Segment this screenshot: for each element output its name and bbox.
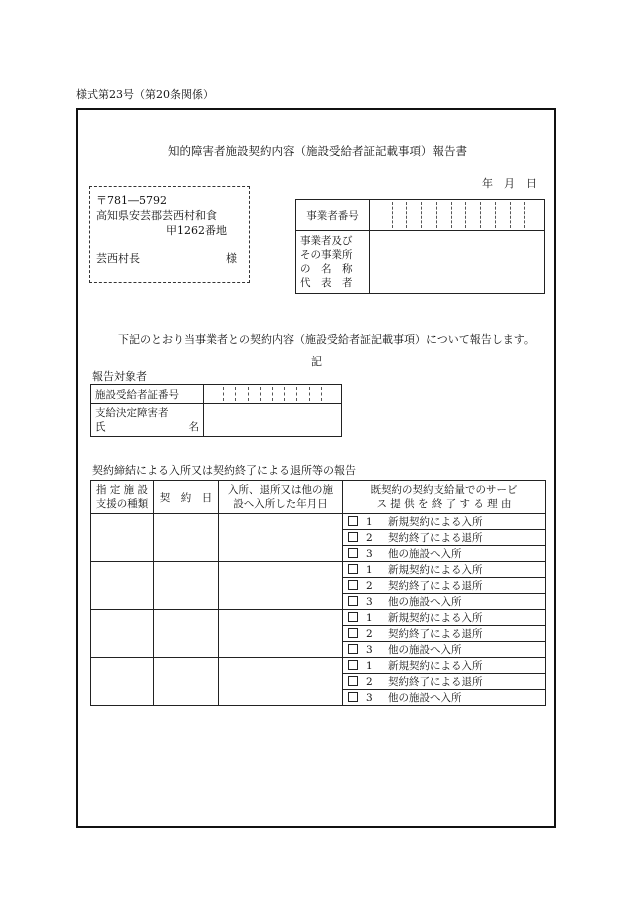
header-entry-date bbox=[219, 481, 343, 514]
contract-date-field[interactable] bbox=[154, 658, 219, 706]
reason-option bbox=[343, 610, 546, 626]
reason-text: 新規契約による入所 bbox=[388, 516, 483, 528]
contract-date-field[interactable] bbox=[154, 514, 219, 562]
header-support-type bbox=[91, 481, 154, 514]
person-label-2a: 氏 bbox=[95, 421, 106, 433]
business-name-label-1: 事業者及び bbox=[300, 235, 353, 247]
reason-text: 他の施設へ入所 bbox=[388, 548, 462, 560]
reason-text: 他の施設へ入所 bbox=[388, 644, 462, 656]
reason-text: 他の施設へ入所 bbox=[388, 692, 462, 704]
header-end-reason bbox=[343, 481, 546, 514]
business-number-label: 事業者番号 bbox=[296, 200, 370, 231]
reason-checkbox[interactable] bbox=[348, 628, 358, 638]
reason-option bbox=[343, 546, 546, 562]
header-entry-date-1: 入所、退所又は他の施 bbox=[228, 484, 333, 496]
reason-number: 2 bbox=[366, 580, 373, 592]
entry-date-field[interactable] bbox=[219, 658, 343, 706]
header-support-type-1: 指 定 施 設 bbox=[95, 484, 148, 496]
person-name-field[interactable] bbox=[204, 404, 342, 437]
address-box bbox=[89, 186, 250, 283]
address-line-2: 甲1262番地 bbox=[166, 224, 227, 237]
reason-checkbox[interactable] bbox=[348, 644, 358, 654]
reason-option bbox=[343, 514, 546, 530]
reason-number: 3 bbox=[366, 692, 373, 704]
cert-number-field[interactable] bbox=[204, 385, 342, 404]
ki-heading: 記 bbox=[311, 355, 322, 368]
reason-checkbox[interactable] bbox=[348, 580, 358, 590]
report-heading: 契約締結による入所又は契約終了による退所等の報告 bbox=[92, 464, 356, 477]
reason-checkbox[interactable] bbox=[348, 676, 358, 686]
cert-number-label: 施設受給者証番号 bbox=[91, 385, 204, 404]
reason-option bbox=[343, 594, 546, 610]
reason-number: 1 bbox=[366, 516, 373, 528]
address-line-1: 高知県安芸郡芸西村和食 bbox=[96, 209, 217, 222]
reason-text: 契約終了による退所 bbox=[388, 676, 483, 688]
reason-number: 1 bbox=[366, 660, 373, 672]
postal-code: 〒781―5792 bbox=[96, 194, 167, 207]
honorific: 様 bbox=[226, 252, 237, 265]
header-end-reason-2: ス 提 供 を 終 了 す る 理 由 bbox=[376, 498, 512, 510]
table-row bbox=[91, 610, 546, 626]
contract-date-field[interactable] bbox=[154, 562, 219, 610]
reason-number: 2 bbox=[366, 532, 373, 544]
reason-checkbox[interactable] bbox=[348, 564, 358, 574]
header-end-reason-1: 既契約の契約支給量でのサービ bbox=[370, 484, 518, 496]
reason-option bbox=[343, 578, 546, 594]
reason-text: 契約終了による退所 bbox=[388, 628, 483, 640]
header-support-type-2: 支援の種類 bbox=[95, 498, 149, 510]
table-row bbox=[91, 514, 546, 530]
business-name-label-4: 代 表 者 bbox=[300, 277, 353, 289]
table-row bbox=[91, 658, 546, 674]
reason-option bbox=[343, 658, 546, 674]
reason-number: 2 bbox=[366, 628, 373, 640]
reason-number: 1 bbox=[366, 612, 373, 624]
reason-option bbox=[343, 626, 546, 642]
business-name-field[interactable] bbox=[370, 231, 545, 294]
intro-text: 下記のとおり当事業者との契約内容（施設受給者証記載事項）について報告します。 bbox=[118, 333, 535, 346]
reason-number: 3 bbox=[366, 644, 373, 656]
reason-text: 他の施設へ入所 bbox=[388, 596, 462, 608]
form-title: 知的障害者施設契約内容（施設受給者証記載事項）報告書 bbox=[168, 144, 467, 158]
reason-option bbox=[343, 562, 546, 578]
entry-date-field[interactable] bbox=[219, 610, 343, 658]
reason-checkbox[interactable] bbox=[348, 692, 358, 702]
target-table bbox=[90, 384, 342, 437]
support-type-field[interactable] bbox=[91, 610, 154, 658]
support-type-field[interactable] bbox=[91, 514, 154, 562]
reason-checkbox[interactable] bbox=[348, 660, 358, 670]
reason-text: 新規契約による入所 bbox=[388, 612, 483, 624]
reason-checkbox[interactable] bbox=[348, 516, 358, 526]
reason-text: 契約終了による退所 bbox=[388, 532, 483, 544]
person-name-label-cell bbox=[91, 404, 204, 437]
person-label-1: 支給決定障害者 bbox=[95, 407, 169, 419]
report-table bbox=[90, 480, 546, 706]
business-table bbox=[295, 199, 545, 294]
reason-number: 3 bbox=[366, 596, 373, 608]
mayor-name: 芸西村長 bbox=[96, 252, 140, 265]
form-number: 様式第23号（第20条関係） bbox=[76, 88, 214, 101]
header-contract-date: 契 約 日 bbox=[154, 481, 219, 514]
date-line: 年 月 日 bbox=[482, 177, 537, 190]
reason-option bbox=[343, 642, 546, 658]
reason-option bbox=[343, 674, 546, 690]
target-heading: 報告対象者 bbox=[92, 370, 147, 383]
reason-text: 新規契約による入所 bbox=[388, 564, 483, 576]
support-type-field[interactable] bbox=[91, 658, 154, 706]
reason-number: 2 bbox=[366, 676, 373, 688]
reason-number: 1 bbox=[366, 564, 373, 576]
reason-text: 新規契約による入所 bbox=[388, 660, 483, 672]
person-label-2b: 名 bbox=[188, 421, 199, 433]
entry-date-field[interactable] bbox=[219, 514, 343, 562]
entry-date-field[interactable] bbox=[219, 562, 343, 610]
reason-checkbox[interactable] bbox=[348, 548, 358, 558]
header-entry-date-2: 設へ入所した年月日 bbox=[233, 498, 328, 510]
reason-checkbox[interactable] bbox=[348, 596, 358, 606]
business-name-label-cell bbox=[296, 231, 370, 294]
reason-text: 契約終了による退所 bbox=[388, 580, 483, 592]
reason-option bbox=[343, 690, 546, 706]
business-number-field[interactable] bbox=[370, 200, 545, 231]
reason-checkbox[interactable] bbox=[348, 612, 358, 622]
reason-option bbox=[343, 530, 546, 546]
reason-number: 3 bbox=[366, 548, 373, 560]
contract-date-field[interactable] bbox=[154, 610, 219, 658]
business-name-label-3: の 名 称 bbox=[300, 263, 353, 275]
support-type-field[interactable] bbox=[91, 562, 154, 610]
reason-checkbox[interactable] bbox=[348, 532, 358, 542]
table-row bbox=[91, 562, 546, 578]
business-name-label-2: その事業所 bbox=[300, 249, 353, 261]
